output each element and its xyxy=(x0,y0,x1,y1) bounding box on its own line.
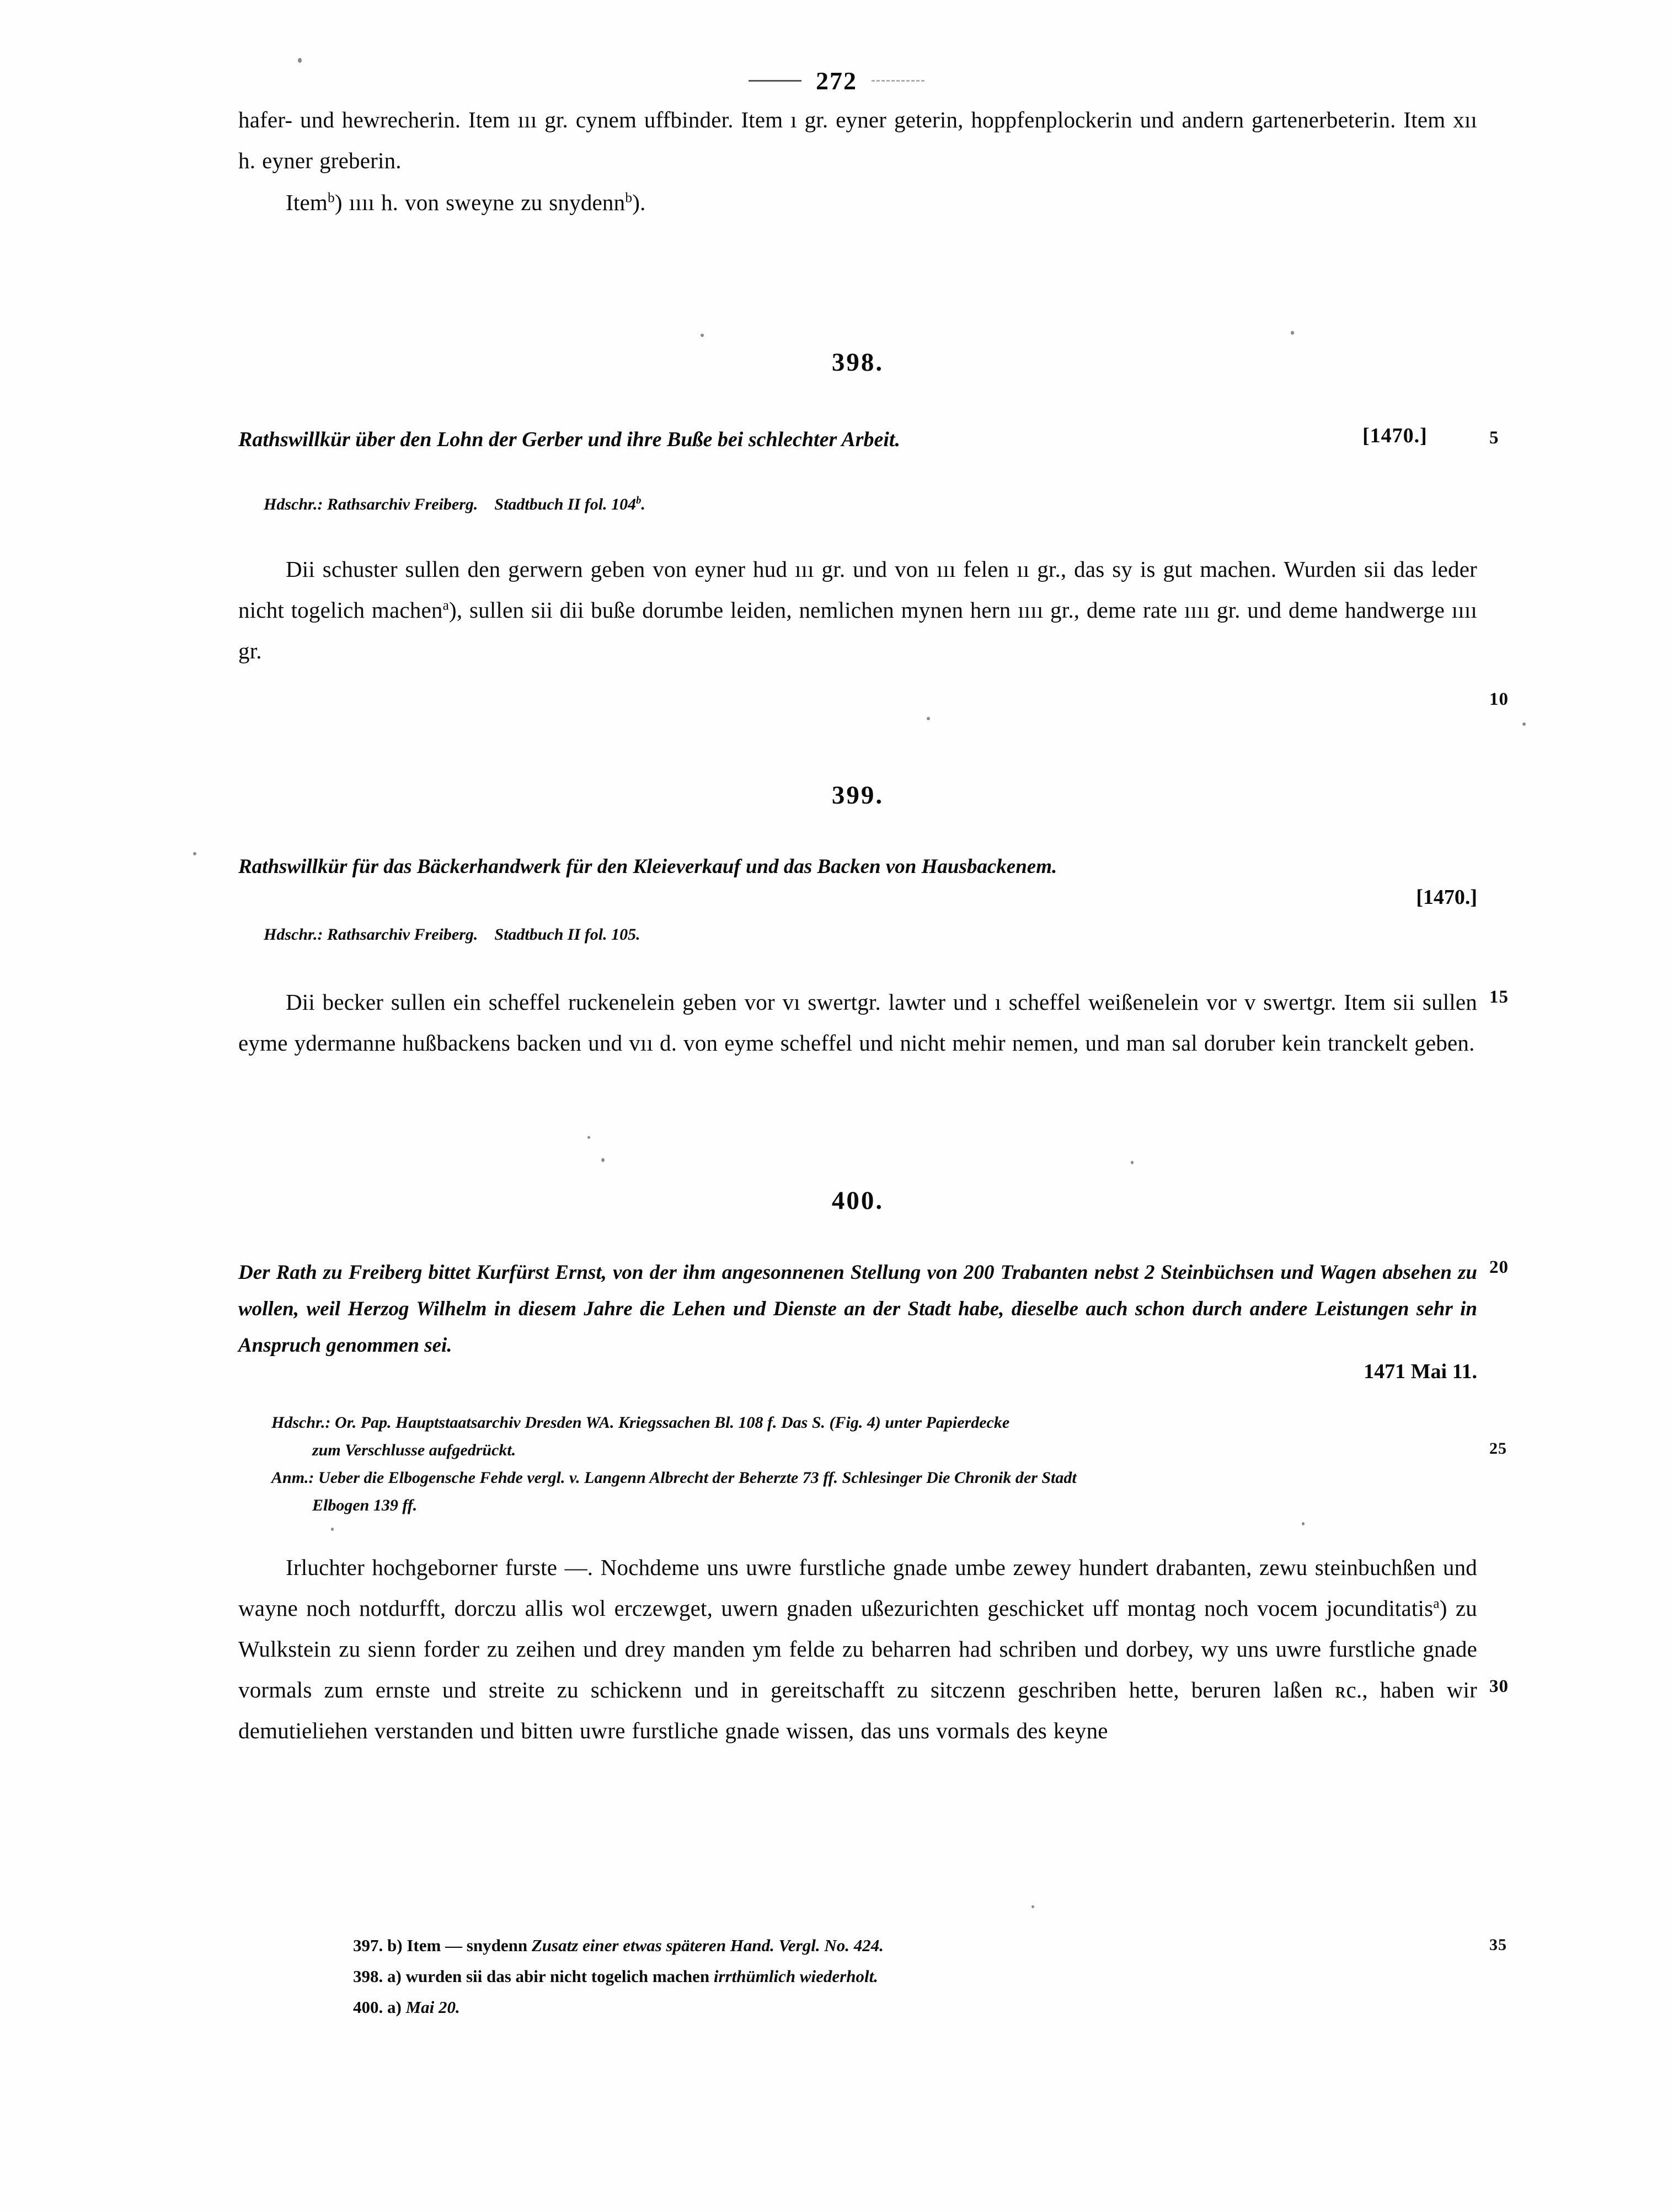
line-number-35: 35 xyxy=(1489,1936,1507,1954)
line-number-30: 30 xyxy=(1489,1677,1509,1696)
scan-speck xyxy=(331,1528,334,1531)
footnote-marker-400a: a) xyxy=(387,1997,402,2017)
head-rule-left xyxy=(749,80,801,82)
entry-400-regest: Der Rath zu Freiberg bittet Kurfürst Ernst, von der ihm angesonnenen Stellung von 200 Trabanten nebst 2 Steinbüchsen und Wagen absehen zu wollen, weil Herzog Wilhelm in diesem Jahre die Lehen und Dienste an der Stadt habe, dieselbe auch schon durch andere Leistungen sehr in Anspruch genommen sei. xyxy=(238,1261,1477,1357)
footnote-marker-400a[interactable]: a xyxy=(1433,1595,1440,1611)
entry-397-paragraph xyxy=(238,99,1477,181)
entry-397-item-label: Item xyxy=(286,190,328,215)
entry-400-body-post: ) zu Wulkstein zu sienn forder zu zeihen und drey manden ym felde zu beharren had schriben und dorbey, wy uns uwre furstliche gnade vormals zum ernste und streite zu schickenn und in gereitschafft zu sitczenn geschriben hette, beruren laßen ʀc., haben wir demutieliehen verstanden und bitten uwre furstliche gnade wissen, das uns vormals des keyne xyxy=(238,1595,1477,1743)
entry-397-text-mid: ) ıııı h. von sweyne zu snydenn xyxy=(334,190,626,215)
entry-398-number: 398. xyxy=(831,348,884,377)
annotation-text-cont: Elbogen 139 ff. xyxy=(312,1496,418,1514)
source-label: Hdschr.: xyxy=(271,1413,331,1432)
entry-400-body xyxy=(238,1547,1477,1751)
entry-397-text-end: ). xyxy=(632,190,646,215)
footnote-marker-b1[interactable]: b xyxy=(327,190,335,206)
footnote-397b xyxy=(353,1930,1478,1961)
entry-399-year: [1470.] xyxy=(1416,886,1477,909)
footnote-marker-398a[interactable]: a xyxy=(442,597,450,613)
scan-speck xyxy=(1031,1905,1034,1908)
scan-speck xyxy=(601,1158,605,1162)
footnote-ref-397: 397. xyxy=(353,1936,383,1955)
footnote-lemma-397b: Item — snydenn xyxy=(407,1936,528,1955)
scan-speck xyxy=(1131,1161,1134,1164)
entry-400-number: 400. xyxy=(831,1186,884,1215)
source-volume: Stadtbuch II fol. 104 xyxy=(494,495,637,513)
source-detail: Or. Pap. Hauptstaatsarchiv Dresden WA. Kriegssachen Bl. 108 f. Das S. (Fig. 4) unter Papierdecke xyxy=(335,1413,1010,1432)
source-label: Hdschr.: xyxy=(264,925,323,944)
entry-400-date: 1471 Mai 11. xyxy=(1364,1360,1477,1383)
footnote-400a xyxy=(353,1992,1478,2023)
footnote-lemma-398a: wurden sii das abir nicht togelich machen xyxy=(405,1967,710,1986)
entry-399-body-text: Dii becker sullen ein scheffel ruckenelein geben vor vı swertgr. lawter und ı scheffel weißenelein vor v swertgr. Item sii sullen eyme ydermanne hußbackens backen und vıı d. von eyme scheffel und nicht mehir nemen, und man sal doruber kein tranckelt geben. xyxy=(238,989,1477,1056)
entry-400-annotation xyxy=(238,1464,1510,1519)
annotation-label: Anm.: xyxy=(271,1469,314,1487)
footnote-ref-398: 398. xyxy=(353,1967,383,1986)
line-number-15: 15 xyxy=(1489,987,1509,1007)
scan-speck xyxy=(298,58,302,63)
line-number-25: 25 xyxy=(1489,1439,1507,1458)
head-rule-right xyxy=(872,80,924,82)
footnote-apparatus xyxy=(353,1930,1478,2023)
footnote-marker-b2[interactable]: b xyxy=(625,190,633,206)
entry-397-paragraph-2 xyxy=(238,182,1477,223)
footnote-text-398a: irrthümlich wiederholt. xyxy=(713,1967,878,1986)
entry-398-body xyxy=(238,549,1477,671)
scan-speck xyxy=(587,1136,590,1139)
scan-speck xyxy=(927,717,930,720)
entry-398-body-pre: Dii schuster sullen den gerwern geben von eyner hud ııı gr. und von ııı felen ıı gr., das sy is gut machen. Wurden sii das leder nicht togelich machen xyxy=(238,556,1477,623)
footnote-text-400a: Mai 20. xyxy=(405,1997,460,2017)
source-period: . xyxy=(641,495,645,513)
scan-speck xyxy=(701,334,704,337)
footnote-marker-398a: a) xyxy=(387,1967,402,1986)
entry-397-text: hafer- und hewrecherin. Item ııı gr. cynem uffbinder. Item ı gr. eyner geterin, hoppfenplockerin und andern gartenerbeterin. Item xıı h. eyner greberin. xyxy=(238,107,1477,173)
source-label: Hdschr.: xyxy=(264,495,323,513)
entry-398-regest: Rathswillkür über den Lohn der Gerber und ihre Buße bei schlechter Arbeit. xyxy=(238,428,900,451)
line-number-20: 20 xyxy=(1489,1257,1509,1277)
footnote-398a xyxy=(353,1961,1478,1992)
source-archive: Rathsarchiv Freiberg. xyxy=(327,495,478,513)
scan-speck xyxy=(1522,722,1526,726)
entry-399-source xyxy=(238,921,1503,949)
scan-speck xyxy=(1291,331,1294,335)
entry-400-source xyxy=(238,1409,1510,1464)
source-archive: Rathsarchiv Freiberg. xyxy=(327,925,478,944)
scan-speck xyxy=(1302,1522,1305,1525)
folio-number: 272 xyxy=(816,67,857,95)
entry-399-regest: Rathswillkür für das Bäckerhandwerk für den Kleieverkauf und das Backen von Hausbackenem. xyxy=(238,855,1057,878)
line-number-10: 10 xyxy=(1489,689,1509,709)
footnote-text-397b: Zusatz einer etwas späteren Hand. Vergl. No. 424. xyxy=(531,1936,884,1955)
entry-398-body-post: ), sullen sii dii buße dorumbe leiden, nemlichen mynen hern ıııı gr., deme rate ıııı gr. und deme handwerge ıııı gr. xyxy=(238,597,1478,663)
entry-400-body-pre: Irluchter hochgeborner furste —. Nochdeme uns uwre furstliche gnade umbe zewey hundert drabanten, zewu steinbuchßen und wayne noch notdurfft, dorczu allis wol erczewget, uwern gnaden ußezurichten geschicket uff montag noch vocem jocunditatis xyxy=(238,1555,1477,1621)
line-number-5: 5 xyxy=(1489,428,1499,448)
entry-399-body xyxy=(238,982,1477,1063)
annotation-text: Ueber die Elbogensche Fehde vergl. v. Langenn Albrecht der Beherzte 73 ff. Schlesinger Die Chronik der Stadt xyxy=(318,1469,1077,1487)
footnote-marker-397b: b) xyxy=(387,1936,403,1955)
source-folio-sup: b xyxy=(636,495,642,506)
scan-speck xyxy=(193,852,196,855)
source-volume: Stadtbuch II fol. 105. xyxy=(494,925,640,944)
source-detail-cont: zum Verschlusse aufgedrückt. xyxy=(312,1441,516,1459)
running-head xyxy=(0,66,1673,95)
entry-398-source xyxy=(238,491,1503,518)
footnote-ref-400: 400. xyxy=(353,1997,383,2017)
entry-399-number: 399. xyxy=(831,781,884,810)
entry-398-year: [1470.] xyxy=(1362,424,1428,447)
